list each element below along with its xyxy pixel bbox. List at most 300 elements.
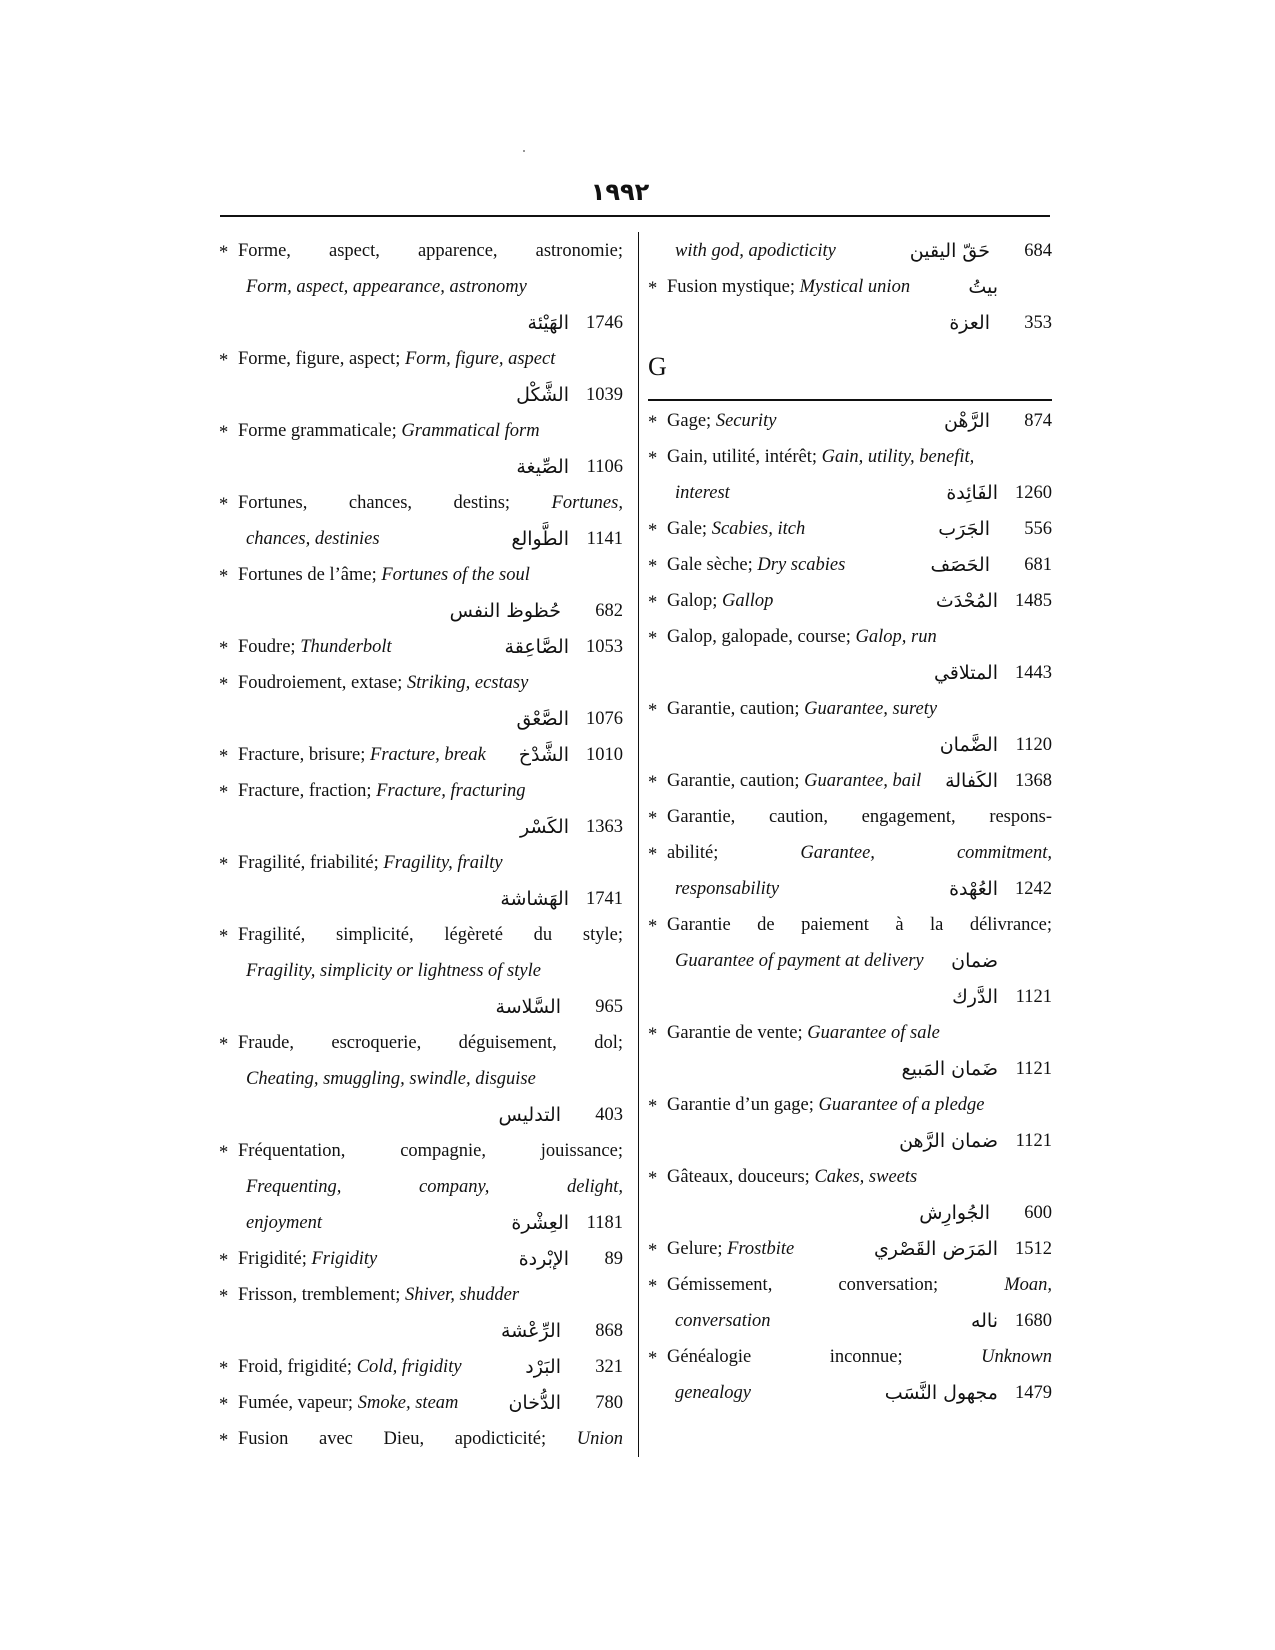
english-term: Grammatical form [401, 421, 540, 441]
entry-number: 1181 [586, 1213, 623, 1233]
french-term [667, 835, 1052, 871]
entry-bullet: * [648, 629, 658, 649]
french-text: Frisson, tremblement; [238, 1285, 401, 1305]
english-term: Shiver, shudder [405, 1285, 520, 1305]
arabic-term: الصَّاعِقة [504, 636, 569, 658]
english-term: Frigidity [311, 1249, 378, 1269]
french-term [667, 1231, 794, 1267]
entry-number: 1741 [586, 889, 623, 909]
right-column [648, 233, 1052, 1411]
english-term: Fracture, fracturing [376, 781, 526, 801]
word: Garantie, [667, 807, 736, 827]
entry-bullet: * [648, 701, 658, 721]
arabic-term: الطَّوالع [511, 528, 569, 550]
entry-line [648, 979, 1052, 1015]
scan-speck [523, 150, 525, 152]
arabic-term: الإبْردة [518, 1248, 569, 1270]
french-term [238, 1025, 623, 1061]
entry-line [219, 1241, 623, 1277]
entry-line [648, 655, 1052, 691]
word: caution, [768, 807, 829, 827]
french-text: Gale; [667, 519, 708, 539]
arabic-term: الحَصَف [930, 554, 990, 576]
word: à [895, 915, 904, 935]
entry-line [648, 799, 1052, 835]
word: destins; [453, 493, 511, 513]
entry-number: 403 [595, 1105, 623, 1125]
english-term: Form, figure, aspect [404, 349, 556, 369]
entry-line [648, 1231, 1052, 1267]
word: Garantie [667, 915, 731, 935]
word: jouissance; [540, 1141, 623, 1161]
french-term [667, 619, 937, 655]
entry-line [648, 763, 1052, 799]
english-term: Gain, utility, benefit, [821, 447, 975, 467]
french-text: Garantie, caution; [667, 771, 800, 791]
section-heading: G [648, 352, 667, 381]
word: apparence, [417, 241, 498, 261]
word: Fusion [238, 1429, 289, 1449]
word: du [533, 925, 553, 945]
english-term: chances, destinies [246, 529, 380, 549]
entry-line [648, 691, 1052, 727]
entry-line [219, 449, 623, 485]
french-term [238, 233, 623, 269]
french-text: Foudroiement, extase; [238, 673, 403, 693]
entry-line [219, 665, 623, 701]
french-text: Galop, galopade, course; [667, 627, 851, 647]
word: style; [582, 925, 623, 945]
entry-bullet: * [219, 1035, 229, 1055]
entry-line [648, 233, 1052, 269]
entry-line [219, 521, 623, 557]
french-text: Gale sèche; [667, 555, 753, 575]
arabic-term: العزة [949, 312, 990, 334]
word: de [757, 915, 775, 935]
entry-line [648, 1195, 1052, 1231]
entry-number: 1479 [1015, 1383, 1052, 1403]
arabic-term: ضمان الرَّهن [899, 1130, 998, 1152]
entry-bullet: * [648, 521, 658, 541]
english-term: Fragility, simplicity or lightness of style [246, 961, 541, 981]
entry-line [648, 1051, 1052, 1087]
entry-number: 556 [1024, 519, 1052, 539]
entry-bullet: * [648, 917, 658, 937]
english-term: enjoyment [246, 1213, 323, 1233]
entry-bullet: * [219, 423, 229, 443]
word: Fraude, [238, 1033, 294, 1053]
entry-line [219, 1313, 623, 1349]
word: compagnie, [400, 1141, 486, 1161]
entry-number: 1053 [586, 637, 623, 657]
entry-line [648, 439, 1052, 475]
french-text: Garantie, caution; [667, 699, 800, 719]
word: légèreté [444, 925, 503, 945]
entry-bullet: * [219, 675, 229, 695]
french-term [238, 1133, 623, 1169]
english-term: Striking, ecstasy [407, 673, 529, 693]
entry-number: 1363 [586, 817, 623, 837]
french-term [667, 269, 910, 305]
word: paiement [801, 915, 869, 935]
entry-line [219, 1025, 623, 1061]
french-term [667, 439, 974, 475]
entry-line [648, 619, 1052, 655]
french-term [238, 1385, 458, 1421]
entry-line [219, 737, 623, 773]
entry-line [648, 475, 1052, 511]
entry-line [219, 1385, 623, 1421]
arabic-term: الدَّرك [952, 986, 998, 1008]
french-term [238, 1421, 623, 1457]
french-term [238, 737, 486, 773]
french-text: Forme, figure, aspect; [238, 349, 401, 369]
english-term: genealogy [675, 1383, 752, 1403]
french-text: Gâteaux, douceurs; [667, 1167, 810, 1187]
word: Frequenting, [246, 1177, 342, 1197]
word: Fortunes, [238, 493, 308, 513]
french-term [667, 1087, 985, 1123]
entry-number: 321 [595, 1357, 623, 1377]
french-term [667, 583, 773, 619]
entry-bullet: * [219, 747, 229, 767]
french-text: Forme grammaticale; [238, 421, 397, 441]
entry-number: 681 [1024, 555, 1052, 575]
french-term [238, 665, 528, 701]
french-term [667, 1015, 940, 1051]
entry-number: 965 [595, 997, 623, 1017]
entry-line [219, 1205, 623, 1241]
entry-number: 1680 [1015, 1311, 1052, 1331]
arabic-term: الشَّدْخ [518, 744, 569, 766]
french-text: Foudre; [238, 637, 296, 657]
french-term [238, 917, 623, 953]
page-number: ١٩٩٢ [590, 178, 650, 206]
entry-bullet: * [648, 557, 658, 577]
arabic-term: العُهْدة [949, 878, 998, 900]
arabic-term: حَقّ اليقين [909, 240, 990, 262]
french-text: Gage; [667, 411, 712, 431]
entry-number: 1106 [586, 457, 623, 477]
word: apodicticité; [454, 1429, 547, 1449]
french-text: Garantie de vente; [667, 1023, 803, 1043]
entry-number: 1443 [1015, 663, 1052, 683]
word: inconnue; [829, 1347, 903, 1367]
entry-line [219, 1097, 623, 1133]
french-text: Fracture, fraction; [238, 781, 372, 801]
entry-number: 874 [1024, 411, 1052, 431]
entry-number: 1121 [1015, 1059, 1052, 1079]
entry-number: 1121 [1015, 987, 1052, 1007]
french-term [667, 403, 776, 439]
word: la [930, 915, 944, 935]
entry-line [648, 305, 1052, 341]
arabic-term: الضَّمان [939, 734, 998, 756]
entry-line [219, 1061, 623, 1097]
word: Fréquentation, [238, 1141, 346, 1161]
entry-line [648, 269, 1052, 305]
arabic-term: الهَيْئة [527, 312, 569, 334]
entry-number: 682 [595, 601, 623, 621]
entry-line [219, 1169, 623, 1205]
english-term: Cold, frigidity [356, 1357, 462, 1377]
right-column-entries [648, 403, 1052, 1411]
entry-line [648, 1159, 1052, 1195]
english-term: Guarantee, surety [804, 699, 938, 719]
french-text: Garantie d’un gage; [667, 1095, 814, 1115]
entry-bullet: * [648, 279, 658, 299]
entry-number: 1485 [1015, 591, 1052, 611]
arabic-term: الشَّكْل [516, 384, 569, 406]
entry-line [219, 629, 623, 665]
entry-bullet: * [219, 855, 229, 875]
entry-bullet: * [648, 1277, 658, 1297]
word: engagement, [861, 807, 956, 827]
arabic-term: حُظوظ النفس [449, 600, 561, 622]
entry-bullet: * [219, 783, 229, 803]
arabic-term: الصَّعْق [516, 708, 569, 730]
word: délivrance; [969, 915, 1052, 935]
french-term [238, 413, 540, 449]
word: Fragilité, [238, 925, 306, 945]
entry-line [219, 989, 623, 1025]
french-text: Galop; [667, 591, 718, 611]
entry-number: 353 [1024, 313, 1052, 333]
english-term: Guarantee of a pledge [818, 1095, 985, 1115]
word: déguisement, [458, 1033, 557, 1053]
word: Garantee, [800, 843, 875, 863]
entry-line [648, 871, 1052, 907]
english-term: interest [675, 483, 730, 503]
english-term: Fortunes of the soul [381, 565, 530, 585]
arabic-term: الرَّهْن [943, 410, 990, 432]
entry-line [648, 835, 1052, 871]
arabic-term: الكَسْر [520, 816, 569, 838]
english-term [246, 1169, 623, 1205]
french-term [667, 547, 845, 583]
french-term [238, 341, 555, 377]
entry-line [219, 917, 623, 953]
entry-line [648, 583, 1052, 619]
entry-line [648, 1123, 1052, 1159]
entry-line [219, 377, 623, 413]
left-column [219, 233, 623, 1457]
entry-bullet: * [648, 1349, 658, 1369]
word: Forme, [238, 241, 291, 261]
french-text: Gain, utilité, intérêt; [667, 447, 818, 467]
french-term [667, 1267, 1052, 1303]
english-term: Security [715, 411, 777, 431]
entry-line [648, 547, 1052, 583]
english-term: Mystical union [799, 277, 911, 297]
entry-line [219, 341, 623, 377]
word: commitment, [956, 843, 1052, 863]
entry-line [648, 727, 1052, 763]
english-term: conversation [675, 1311, 771, 1331]
entry-line [219, 557, 623, 593]
word: chances, [348, 493, 413, 513]
english-term: Galop, run [855, 627, 937, 647]
french-term [238, 1349, 462, 1385]
french-term [667, 1339, 1052, 1375]
arabic-term: المَرَض القَصْري [873, 1238, 998, 1260]
entry-number: 684 [1024, 241, 1052, 261]
french-term [238, 485, 623, 521]
entry-bullet: * [219, 927, 229, 947]
entry-bullet: * [648, 1169, 658, 1189]
arabic-term: التدليس [498, 1104, 561, 1126]
arabic-term: مجهول النَّسَب [884, 1382, 998, 1404]
entry-bullet: * [648, 449, 658, 469]
entry-line [219, 701, 623, 737]
french-text: Fragilité, friabilité; [238, 853, 379, 873]
entry-number: 1039 [586, 385, 623, 405]
word: Dieu, [383, 1429, 425, 1449]
french-term [238, 557, 530, 593]
arabic-term: المُحْدَث [935, 590, 998, 612]
english-term: Frostbite [727, 1239, 795, 1259]
french-text: Gelure; [667, 1239, 723, 1259]
french-term [238, 845, 503, 881]
entry-number: 868 [595, 1321, 623, 1341]
entry-line [648, 907, 1052, 943]
arabic-term: الصِّيغة [516, 456, 569, 478]
entry-number: 1141 [586, 529, 623, 549]
entry-line [219, 305, 623, 341]
arabic-term: الهَشاشة [500, 888, 569, 910]
french-text: Fusion mystique; [667, 277, 795, 297]
entry-line [648, 1375, 1052, 1411]
entry-line [219, 1421, 623, 1457]
arabic-term: السَّلاسة [495, 996, 561, 1018]
french-text: Fumée, vapeur; [238, 1393, 354, 1413]
entry-bullet: * [219, 1287, 229, 1307]
arabic-term: الفَائِدة [946, 482, 998, 504]
english-term: Scabies, itch [711, 519, 806, 539]
entry-number: 89 [604, 1249, 623, 1269]
entry-line [219, 1277, 623, 1313]
entry-line [219, 485, 623, 521]
french-term [667, 763, 921, 799]
arabic-term: ضَمان المَبيع [901, 1058, 998, 1080]
entry-bullet: * [219, 243, 229, 263]
entry-line [648, 1267, 1052, 1303]
english-term: Form, aspect, appearance, astronomy [246, 277, 527, 297]
english-term: Gallop [721, 591, 774, 611]
entry-bullet: * [648, 1097, 658, 1117]
entry-line [219, 233, 623, 269]
word: aspect, [329, 241, 380, 261]
entry-line [219, 593, 623, 629]
entry-bullet: * [219, 1431, 229, 1451]
entry-line [648, 943, 1052, 979]
section-rule [648, 399, 1052, 401]
french-term [238, 1241, 377, 1277]
french-term [238, 629, 392, 665]
entry-line [219, 413, 623, 449]
entry-number: 1120 [1015, 735, 1052, 755]
arabic-term: الجُوارِش [919, 1202, 990, 1224]
entry-line [219, 953, 623, 989]
word: Unknown [981, 1347, 1052, 1367]
english-term: Guarantee, bail [804, 771, 922, 791]
entry-line [648, 1303, 1052, 1339]
word: abilité; [667, 843, 719, 863]
french-term [667, 511, 805, 547]
arabic-term: الدُّخان [508, 1392, 561, 1414]
french-text: Fracture, brisure; [238, 745, 366, 765]
entry-number: 1260 [1015, 483, 1052, 503]
entry-bullet: * [648, 413, 658, 433]
entry-bullet: * [648, 845, 658, 865]
entry-line [648, 403, 1052, 439]
entry-number: 1076 [586, 709, 623, 729]
entry-number: 780 [595, 1393, 623, 1413]
word: avec [319, 1429, 353, 1449]
entry-number: 600 [1024, 1203, 1052, 1223]
entry-number: 1512 [1015, 1239, 1052, 1259]
entry-bullet: * [219, 1251, 229, 1271]
french-text: Froid, frigidité; [238, 1357, 353, 1377]
entry-line [219, 773, 623, 809]
arabic-term: ضمان [951, 950, 998, 972]
english-term: Cakes, sweets [814, 1167, 918, 1187]
english-term: with god, apodicticity [675, 241, 836, 261]
arabic-term: الجَرَب [938, 518, 990, 540]
arabic-term: البَرْد [525, 1356, 561, 1378]
french-term [667, 799, 1052, 835]
entry-line [219, 1349, 623, 1385]
arabic-term: ناله [970, 1310, 998, 1332]
entry-line [219, 845, 623, 881]
french-text: Frigidité; [238, 1249, 307, 1269]
word: astronomie; [535, 241, 623, 261]
word: delight, [566, 1177, 623, 1197]
arabic-term: الكَفالة [945, 770, 998, 792]
arabic-term: المتلاقي [933, 662, 998, 684]
english-term: Guarantee of payment at delivery [675, 951, 924, 971]
entry-bullet: * [648, 1241, 658, 1261]
french-term [667, 907, 1052, 943]
right-column-continuation [648, 233, 1052, 341]
english-term: Guarantee of sale [807, 1023, 940, 1043]
entry-bullet: * [219, 639, 229, 659]
entry-bullet: * [219, 1395, 229, 1415]
word: Fortunes, [551, 493, 623, 513]
french-term [667, 1159, 917, 1195]
english-term: Thunderbolt [300, 637, 392, 657]
entry-bullet: * [219, 1143, 229, 1163]
word: Union [576, 1429, 623, 1449]
entry-line [219, 809, 623, 845]
entry-number: 1368 [1015, 771, 1052, 791]
english-term: Smoke, steam [357, 1393, 459, 1413]
entry-line [648, 1087, 1052, 1123]
word: respons- [989, 807, 1052, 827]
english-term: Dry scabies [757, 555, 846, 575]
entry-bullet: * [648, 773, 658, 793]
english-term: Cheating, smuggling, swindle, disguise [246, 1069, 536, 1089]
entry-bullet: * [219, 351, 229, 371]
header-rule [220, 215, 1050, 217]
entry-number: 1242 [1015, 879, 1052, 899]
arabic-term: الرِّعْشة [500, 1320, 561, 1342]
word: Moan, [1004, 1275, 1052, 1295]
entry-bullet: * [648, 809, 658, 829]
word: conversation; [838, 1275, 939, 1295]
entry-line [648, 511, 1052, 547]
english-term: responsability [675, 879, 780, 899]
